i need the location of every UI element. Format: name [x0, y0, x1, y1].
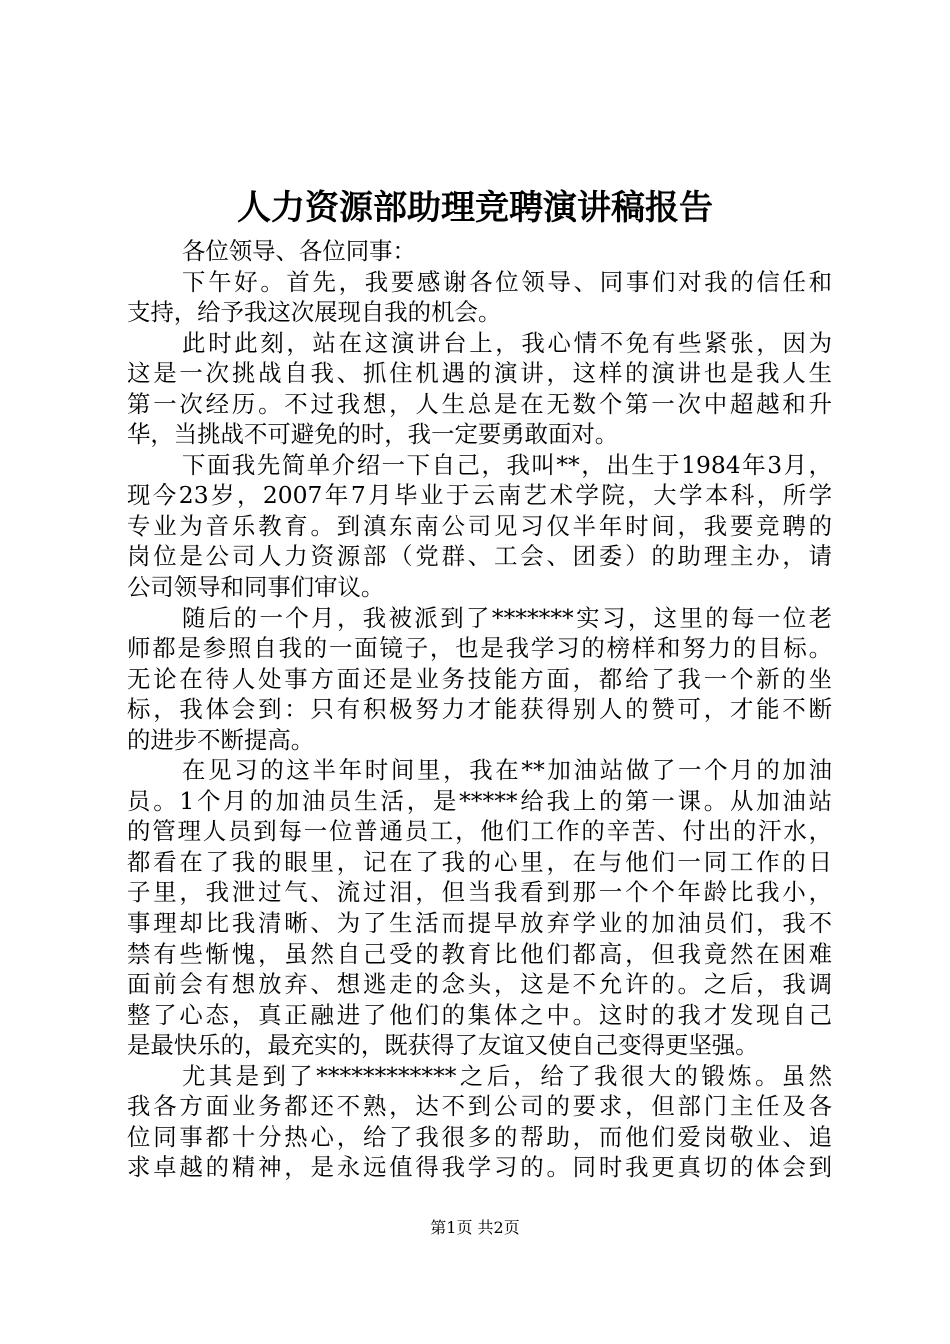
text-line: 师都是参照自我的一面镜子，也是我学习的榜样和努力的目标。	[127, 634, 832, 663]
document-body	[127, 236, 832, 1183]
text-line: 位同事都十分热心，给了我很多的帮助，而他们爱岗敬业、追	[127, 1122, 832, 1151]
text-line: 下面我先简单介绍一下自己，我叫**，出生于1984年3月，	[182, 450, 832, 479]
text-line: 整了心态，真正融进了他们的集体之中。这时的我才发现自己	[127, 1000, 832, 1029]
text-line: 的进步不断提高。	[127, 725, 315, 754]
text-line: 各位领导、各位同事：	[182, 237, 416, 265]
document-title: 人力资源部助理竞聘演讲稿报告	[237, 188, 713, 228]
text-line: 公司领导和同事们审议。	[127, 573, 385, 602]
text-line: 无论在待人处事方面还是业务技能方面，都给了我一个新的坐	[127, 664, 832, 693]
text-line: 我各方面业务都还不熟，达不到公司的要求，但部门主任及各	[127, 1092, 832, 1121]
text-line: 是最快乐的，最充实的，既获得了友谊又使自己变得更坚强。	[127, 1031, 759, 1060]
text-line: 华，当挑战不可避免的时，我一定要勇敢面对。	[127, 420, 619, 449]
text-line: 岗位是公司人力资源部（党群、工会、团委）的助理主办，请	[127, 542, 832, 571]
text-line: 求卓越的精神，是永远值得我学习的。同时我更真切的体会到	[127, 1153, 832, 1182]
text-line: 事理却比我清晰、为了生活而提早放弃学业的加油员们，我不	[127, 909, 832, 938]
text-line: 专业为音乐教育。到滇东南公司见习仅半年时间，我要竞聘的	[127, 511, 832, 540]
text-line: 随后的一个月，我被派到了*******实习，这里的每一位老	[182, 603, 832, 632]
text-line: 员。1个月的加油员生活，是*****给我上的第一课。从加油站	[127, 786, 832, 815]
text-line: 标，我体会到：只有积极努力才能获得别人的赞可，才能不断	[127, 695, 832, 724]
text-line: 都看在了我的眼里，记在了我的心里，在与他们一同工作的日	[127, 847, 832, 876]
text-line: 下午好。首先，我要感谢各位领导、同事们对我的信任和	[182, 267, 832, 296]
text-line: 第一次经历。不过我想，人生总是在无数个第一次中超越和升	[127, 389, 832, 418]
text-line: 支持，给予我这次展现自我的机会。	[127, 298, 502, 327]
text-line: 面前会有想放弃、想逃走的念头，这是不允许的。之后，我调	[127, 970, 832, 999]
text-line: 这是一次挑战自我、抓住机遇的演讲，这样的演讲也是我人生	[127, 359, 832, 388]
text-line: 此时此刻，站在这演讲台上，我心情不免有些紧张，因为	[182, 328, 832, 357]
text-line: 的管理人员到每一位普通员工，他们工作的辛苦、付出的汗水，	[127, 817, 832, 846]
text-line: 尤其是到了************之后，给了我很大的锻炼。虽然	[182, 1061, 832, 1090]
text-line: 禁有些惭愧，虽然自己受的教育比他们都高，但我竟然在困难	[127, 939, 832, 968]
text-line: 子里，我泄过气、流过泪，但当我看到那一个个年龄比我小，	[127, 878, 832, 907]
text-line: 现今23岁，2007年7月毕业于云南艺术学院，大学本科，所学	[127, 481, 832, 510]
text-line: 在见习的这半年时间里，我在**加油站做了一个月的加油	[182, 756, 832, 785]
page-number: 第1页 共2页	[430, 1218, 520, 1237]
